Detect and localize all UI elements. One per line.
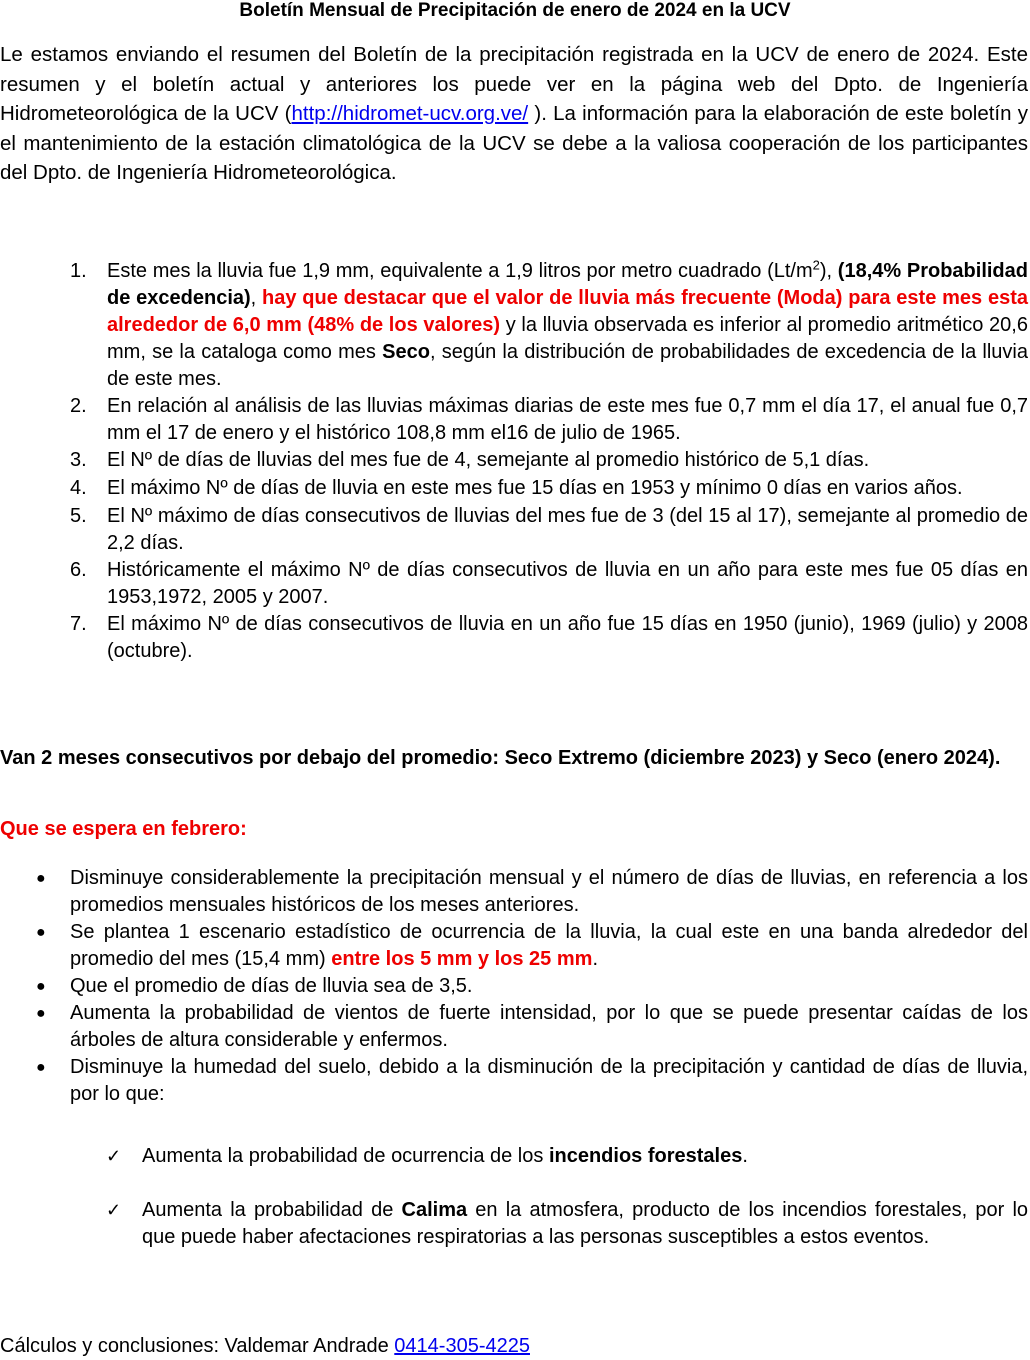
superscript: 2	[812, 257, 820, 273]
item-text: El Nº de días de lluvias del mes fue de 4, semejante al promedio histórico de 5,1 días.	[107, 449, 870, 471]
summary-statement: Van 2 meses consecutivos por debajo del promedio: Seco Extremo (diciembre 2023) y Seco (enero 2024).	[0, 747, 1001, 769]
list-number: 4.	[70, 477, 87, 499]
list-number: 2.	[70, 395, 87, 417]
item-text: En relación al análisis de las lluvias máximas diarias de este mes fue 0,7 mm el día 17, el anual fue 0,7 mm el 17 de enero y el histórico 108,8 mm el16 de julio de 1965.	[107, 395, 1028, 444]
item-text: El máximo Nº de días de lluvia en este mes fue 15 días en 1953 y mínimo 0 días en varios años.	[107, 477, 963, 499]
item-text: en la atmosfera, producto de los incendios forestales, por lo que puede haber afectaciones respiratorias a las personas susceptibles a estos eventos.	[142, 1199, 1029, 1248]
list-item	[36, 973, 1028, 1000]
bullet-icon: ●	[36, 924, 46, 941]
website-link[interactable]: http://hidromet-ucv.org.ve/	[291, 102, 529, 125]
list-number: 1.	[70, 260, 87, 282]
list-item	[70, 503, 1028, 557]
forecast-list	[36, 865, 1028, 1108]
intro-paragraph	[0, 40, 1028, 188]
intro-text-2: ). La información para la elaboración de este boletín y el mantenimiento de la estación climatológica de la UCV se debe a la valiosa cooperación de los participantes del Dpto. de Ingeniería Hidrometeorológica.	[0, 102, 1028, 184]
list-number: 3.	[70, 449, 87, 471]
list-number: 7.	[70, 613, 87, 635]
list-item	[106, 1143, 1028, 1170]
list-number: 5.	[70, 505, 87, 527]
probability-highlight: (18,4% Probabilidad de excedencia)	[107, 260, 1028, 309]
calima-highlight: Calima	[401, 1199, 468, 1221]
item-text: , según la distribución de probabilidades de excedencia de la lluvia de este mes.	[107, 341, 1028, 390]
range-highlight: entre los 5 mm y los 25 mm	[331, 948, 593, 970]
list-item	[70, 447, 1028, 474]
list-item	[70, 258, 1028, 393]
numbered-list	[70, 258, 1028, 665]
checkmark-icon: ✓	[106, 1146, 122, 1166]
mode-highlight: hay que destacar que el valor de lluvia más frecuente (Moda) para este mes esta alrededor de 6,0 mm (48% de los valores)	[107, 287, 1028, 336]
forecast-heading: Que se espera en febrero:	[0, 818, 247, 840]
item-text: y la lluvia observada es inferior al promedio aritmético 20,6 mm, se la cataloga como mes	[107, 314, 1028, 363]
list-item	[36, 1000, 1028, 1054]
list-item	[70, 557, 1028, 611]
item-text: Disminuye considerablemente la precipitación mensual y el número de días de lluvias, en referencia a los promedios mensuales históricos de los meses anteriores.	[70, 867, 1028, 916]
list-item	[36, 1054, 1028, 1108]
item-text: Se plantea 1 escenario estadístico de ocurrencia de la lluvia, la cual este en una banda alrededor del promedio del mes (15,4 mm)	[70, 921, 1028, 970]
intro-text-1: Le estamos enviando el resumen del Boletín de la precipitación registrada en la UCV de enero de 2024. Este resumen y el boletín actual y anteriores los puede ver en la página web del Dpto. de Ingeniería Hidrometeorológica de la UCV (	[0, 43, 1028, 125]
list-item	[70, 611, 1028, 665]
list-item	[36, 865, 1028, 919]
checkmark-icon: ✓	[106, 1200, 122, 1220]
item-text: Históricamente el máximo Nº de días consecutivos de lluvia en un año para este mes fue 05 días en 1953,1972, 2005 y 2007.	[107, 559, 1028, 608]
list-number: 6.	[70, 559, 87, 581]
item-text: .	[742, 1145, 748, 1167]
list-item	[36, 919, 1028, 973]
list-item	[70, 393, 1028, 447]
phone-link[interactable]: 0414-305-4225	[394, 1335, 530, 1357]
consequence-list	[106, 1143, 1028, 1278]
item-text: Que el promedio de días de lluvia sea de 3,5.	[70, 975, 473, 997]
bulletin-title: Boletín Mensual de Precipitación de enero de 2024 en la UCV	[239, 0, 791, 21]
item-text: Aumenta la probabilidad de	[142, 1199, 402, 1221]
list-item	[70, 474, 1028, 503]
item-text: Este mes la lluvia fue 1,9 mm, equivalente a 1,9 litros por metro cuadrado (Lt/m	[107, 260, 813, 282]
credits-label: Cálculos y conclusiones: Valdemar Andrade	[0, 1335, 395, 1357]
footer-credits	[0, 1333, 530, 1360]
fire-highlight: incendios forestales	[548, 1145, 743, 1167]
classification-highlight: Seco	[382, 341, 430, 363]
bullet-icon: ●	[36, 978, 46, 995]
item-text: ),	[819, 260, 838, 282]
item-text: El máximo Nº de días consecutivos de lluvia en un año fue 15 días en 1950 (junio), 1969 (julio) y 2008 (octubre).	[107, 613, 1028, 662]
item-text: Aumenta la probabilidad de vientos de fuerte intensidad, por lo que se puede presentar caídas de los árboles de altura considerable y enfermos.	[70, 1002, 1028, 1051]
item-text: ,	[250, 287, 263, 309]
item-text: .	[592, 948, 598, 970]
bullet-icon: ●	[36, 870, 46, 887]
item-text: El Nº máximo de días consecutivos de lluvias del mes fue de 3 (del 15 al 17), semejante al promedio de 2,2 días.	[107, 505, 1028, 554]
bullet-icon: ●	[36, 1005, 46, 1022]
list-item	[106, 1197, 1028, 1251]
bullet-icon: ●	[36, 1059, 46, 1076]
item-text: Aumenta la probabilidad de ocurrencia de los	[142, 1145, 549, 1167]
item-text: Disminuye la humedad del suelo, debido a la disminución de la precipitación y cantidad de días de lluvia, por lo que:	[70, 1056, 1028, 1105]
